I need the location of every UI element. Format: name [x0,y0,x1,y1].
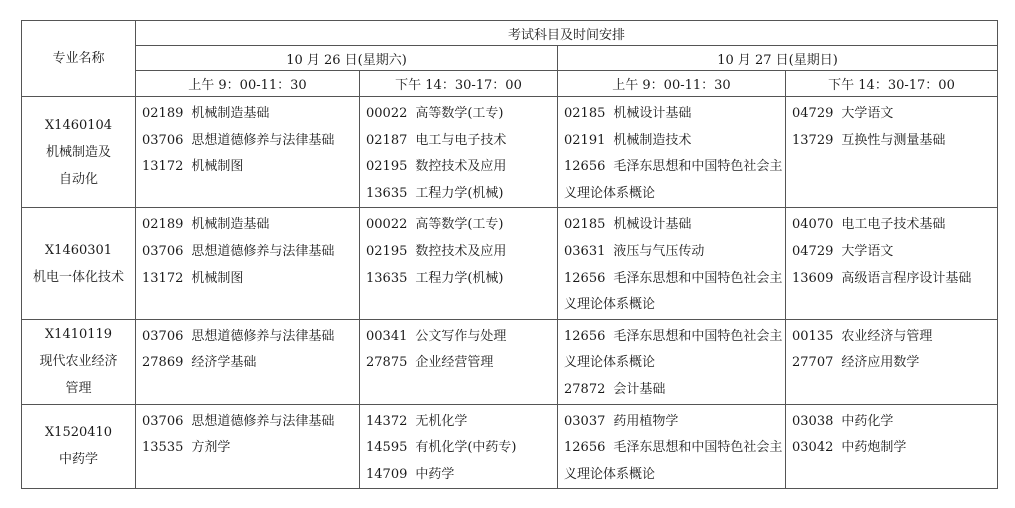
exam-slot-cell [786,319,998,404]
course-name: 机械设计基础 [613,217,692,233]
major-name: 中药学 [58,452,98,468]
course-name: 义理论体系概论 [564,185,656,201]
course-code: 04070 [792,217,834,233]
course-line [366,350,557,377]
course-code: 13172 [142,159,184,175]
course-line [366,462,557,489]
course-code: 03631 [564,243,606,259]
course-name: 机械设计基础 [613,106,692,121]
course-name: 思想道德修养与法律基础 [191,132,335,148]
course-name: 电工电子技术基础 [841,217,946,233]
table-row [22,319,998,404]
course-code: 14595 [366,440,408,456]
course-code: 13609 [792,270,834,286]
course-code: 04729 [792,106,834,121]
course-name: 毛泽东思想和中国特色社会主 [613,328,783,344]
course-line [142,239,359,266]
course-line [142,435,359,462]
session-header-1: 上午 9：00-11：30 [136,71,360,97]
course-line [792,212,997,239]
major-code: X1520410 [44,425,113,441]
course-line [564,128,785,155]
course-line [366,212,557,239]
course-name: 机械制图 [191,159,244,175]
course-line [792,101,997,128]
course-line [792,409,997,436]
course-code: 04729 [792,243,834,259]
course-code: 12656 [564,328,606,344]
course-code: 00022 [366,217,408,233]
course-code: 03706 [142,328,184,344]
session-header-3: 上午 9：00-11：30 [558,71,786,97]
session-header-4: 下午 14：30-17：00 [786,71,998,97]
course-name: 大学语文 [841,106,894,121]
course-name: 思想道德修养与法律基础 [191,413,335,429]
course-line [564,435,785,462]
course-code: 00341 [366,328,408,344]
course-line [366,181,557,208]
exam-slot-cell [136,319,360,404]
course-line [142,350,359,377]
course-line [564,324,785,351]
course-name: 中药炮制学 [841,440,907,456]
course-name: 中药学 [415,466,455,482]
course-code: 13172 [142,270,184,286]
course-line [366,101,557,128]
major-cell [22,208,136,319]
day-header-2: 10 月 27 日(星期日) [558,46,998,71]
major-code: X1460104 [44,117,113,133]
exam-slot-cell [786,97,998,208]
course-code: 12656 [564,440,606,456]
course-code: 14709 [366,466,408,482]
course-line [564,101,785,128]
course-line [366,239,557,266]
course-name: 数控技术及应用 [415,243,507,259]
exam-slot-cell [360,404,558,489]
exam-slot-cell [360,208,558,319]
course-line [564,462,785,489]
course-line [792,350,997,377]
course-line [564,239,785,266]
course-line [142,266,359,293]
exam-slot-cell [786,404,998,489]
schedule-header: 考试科目及时间安排 [136,21,998,46]
course-name: 机械制造技术 [613,132,692,148]
course-name: 无机化学 [415,413,468,429]
course-line [792,266,997,293]
course-code: 02191 [564,132,606,148]
major-name-header: 专业名称 [22,21,136,97]
exam-slot-cell [558,404,786,489]
course-line [564,266,785,293]
session-header-2: 下午 14：30-17：00 [360,71,558,97]
course-line [564,212,785,239]
schedule-body [22,97,998,489]
course-code: 03706 [142,132,184,148]
course-name: 公文写作与处理 [415,328,507,344]
course-name: 毛泽东思想和中国特色社会主 [613,159,783,175]
course-code: 14372 [366,413,408,429]
course-code: 02189 [142,106,184,121]
exam-slot-cell [136,208,360,319]
course-line [366,154,557,181]
course-name: 药用植物学 [613,413,679,429]
course-code: 02187 [366,132,408,148]
course-code: 00135 [792,328,834,344]
course-name: 中药化学 [841,413,894,429]
major-name: 机械制造及 [45,144,111,160]
course-line [792,324,997,351]
course-line [792,435,997,462]
course-name: 互换性与测量基础 [841,132,946,148]
course-code: 03706 [142,243,184,259]
course-code: 02195 [366,243,408,259]
course-code: 03037 [564,413,606,429]
course-name: 方剂学 [191,440,231,456]
course-name: 高等数学(工专) [415,106,504,121]
course-name: 机械制造基础 [191,106,270,121]
exam-slot-cell [360,319,558,404]
course-name: 义理论体系概论 [564,466,656,482]
course-code: 03042 [792,440,834,456]
course-line [366,409,557,436]
course-name: 高等数学(工专) [415,217,504,233]
exam-slot-cell [136,404,360,489]
day-header-1: 10 月 26 日(星期六) [136,46,558,71]
major-cell [22,404,136,489]
course-line [142,324,359,351]
exam-slot-cell [558,208,786,319]
course-line [366,128,557,155]
course-line [142,212,359,239]
course-line [792,128,997,155]
course-line [366,324,557,351]
exam-slot-cell [558,319,786,404]
course-name: 高级语言程序设计基础 [841,270,972,286]
course-code: 27872 [564,381,606,397]
major-name: 管理 [65,381,92,397]
course-code: 13635 [366,270,408,286]
course-name: 经济应用数学 [841,355,920,371]
course-line [564,377,785,404]
course-name: 电工与电子技术 [415,132,507,148]
course-code: 03038 [792,413,834,429]
major-name: 机电一体化技术 [32,269,124,285]
course-code: 13535 [142,440,184,456]
course-line [564,350,785,377]
exam-slot-cell [558,97,786,208]
course-name: 思想道德修养与法律基础 [191,328,335,344]
course-line [366,266,557,293]
course-line [564,154,785,181]
course-code: 02189 [142,217,184,233]
course-code: 02185 [564,106,606,121]
exam-schedule-table [21,20,998,489]
exam-slot-cell [786,208,998,319]
major-cell [22,319,136,404]
exam-slot-cell [136,97,360,208]
course-line [564,181,785,208]
course-name: 工程力学(机械) [415,270,504,286]
table-row [22,97,998,208]
course-name: 义理论体系概论 [564,297,656,313]
course-line [366,435,557,462]
exam-slot-cell [360,97,558,208]
course-code: 13635 [366,185,408,201]
course-code: 13729 [792,132,834,148]
course-name: 义理论体系概论 [564,355,656,371]
table-row [22,208,998,319]
course-name: 工程力学(机械) [415,185,504,201]
course-line [142,409,359,436]
course-name: 毛泽东思想和中国特色社会主 [613,440,783,456]
course-code: 00022 [366,106,408,121]
course-code: 27869 [142,355,184,371]
course-code: 27875 [366,355,408,371]
course-name: 农业经济与管理 [841,328,933,344]
course-name: 液压与气压传动 [613,243,705,259]
course-name: 经济学基础 [191,355,257,371]
course-line [142,128,359,155]
course-name: 有机化学(中药专) [415,440,517,456]
table-row [22,404,998,489]
course-code: 27707 [792,355,834,371]
major-name: 现代农业经济 [39,354,118,370]
course-code: 02185 [564,217,606,233]
major-code: X1460301 [44,242,113,258]
course-code: 12656 [564,270,606,286]
course-name: 思想道德修养与法律基础 [191,243,335,259]
course-name: 大学语文 [841,243,894,259]
course-line [142,154,359,181]
course-line [792,239,997,266]
course-line [564,292,785,319]
course-code: 12656 [564,159,606,175]
course-code: 02195 [366,159,408,175]
course-name: 机械制图 [191,270,244,286]
course-line [564,409,785,436]
course-name: 会计基础 [613,381,666,397]
course-code: 03706 [142,413,184,429]
major-cell [22,97,136,208]
major-name: 自动化 [58,171,98,187]
course-line [142,101,359,128]
course-name: 企业经营管理 [415,355,494,371]
course-name: 机械制造基础 [191,217,270,233]
course-name: 毛泽东思想和中国特色社会主 [613,270,783,286]
course-name: 数控技术及应用 [415,159,507,175]
major-code: X1410119 [44,327,113,343]
